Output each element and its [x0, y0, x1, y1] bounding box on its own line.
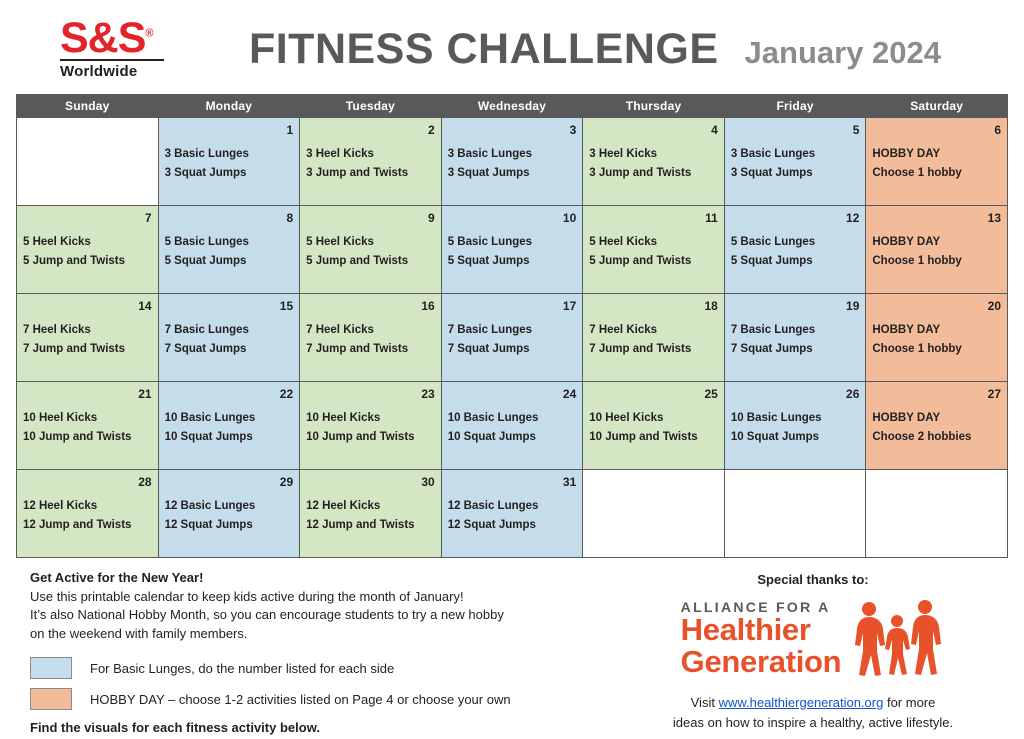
legend-item: [30, 688, 630, 710]
calendar-day-cell: [441, 382, 583, 470]
calendar-day-cell: [724, 206, 866, 294]
calendar-day-cell: [866, 206, 1008, 294]
title-block: [178, 25, 1002, 74]
day-number: 17: [562, 299, 577, 313]
footer-closing-note: Find the visuals for each fitness activity below.: [30, 720, 320, 736]
day-activity: 12 Squat Jumps: [164, 518, 253, 531]
day-activity: 5 Jump and Twists: [306, 254, 409, 267]
weekday-header-thursday: Thursday: [583, 95, 725, 118]
legend-label: For Basic Lunges, do the number listed for each side: [90, 660, 395, 676]
day-activity: 10 Heel Kicks: [23, 411, 98, 424]
day-activity: 10 Basic Lunges: [164, 411, 256, 424]
calendar-week-row: [17, 206, 1008, 294]
day-activity: 7 Jump and Twists: [589, 342, 692, 355]
calendar-day-cell: [441, 118, 583, 206]
healthier-generation-logo: [630, 593, 996, 685]
sponsor-note: [630, 693, 996, 732]
day-number: 5: [852, 123, 860, 137]
day-number: 26: [846, 387, 860, 401]
day-activity: HOBBY DAY: [872, 235, 941, 248]
day-activity: 5 Basic Lunges: [447, 235, 533, 248]
calendar-day-cell: [158, 470, 300, 558]
calendar-day-cell: [158, 294, 300, 382]
day-number: 8: [286, 211, 294, 225]
day-number: 28: [138, 475, 152, 489]
day-activity: HOBBY DAY: [872, 147, 941, 160]
calendar-week-row: [17, 294, 1008, 382]
calendar-day-cell: [724, 118, 866, 206]
weekday-header-monday: Monday: [158, 95, 300, 118]
day-activity: 5 Basic Lunges: [730, 235, 816, 248]
calendar-day-cell: [866, 118, 1008, 206]
day-activity: 3 Basic Lunges: [447, 147, 533, 160]
weekday-header-saturday: Saturday: [866, 95, 1008, 118]
page-header: [16, 10, 1008, 88]
day-activity: Choose 1 hobby: [872, 254, 962, 267]
footer-paragraph-line: It’s also National Hobby Month, so you can encourage students to try a new hobby: [30, 607, 504, 623]
day-activity: 12 Basic Lunges: [164, 499, 256, 512]
day-activity: 7 Heel Kicks: [589, 323, 658, 336]
calendar-day-cell: [724, 382, 866, 470]
calendar-day-cell: [441, 294, 583, 382]
footer-left: [30, 570, 630, 735]
calendar-day-cell: [866, 382, 1008, 470]
day-number: 29: [279, 475, 294, 489]
day-activity: HOBBY DAY: [872, 323, 941, 336]
day-activity: Choose 1 hobby: [872, 342, 962, 355]
sponsor-wordmark: [681, 600, 842, 677]
day-activity: 7 Basic Lunges: [447, 323, 533, 336]
day-activity: 5 Jump and Twists: [23, 254, 126, 267]
day-number: 25: [704, 387, 718, 401]
calendar-table: [16, 94, 1008, 558]
calendar-week-row: [17, 382, 1008, 470]
sponsor-note-suffix: for more: [883, 695, 936, 710]
day-activity: 7 Basic Lunges: [164, 323, 249, 336]
day-number: 23: [421, 387, 435, 401]
logo-mark-text: S&S: [60, 13, 146, 62]
calendar-empty-cell: [583, 470, 725, 558]
day-activity: 12 Heel Kicks: [306, 499, 381, 512]
healthier-generation-link[interactable]: www.healthiergeneration.org: [718, 695, 884, 710]
calendar-day-cell: [300, 206, 442, 294]
registered-mark: ®: [145, 27, 153, 40]
calendar-day-cell: [583, 382, 725, 470]
day-number: 3: [569, 123, 577, 137]
day-activity: 10 Squat Jumps: [447, 430, 536, 443]
day-number: 4: [711, 123, 718, 137]
page-title: FITNESS CHALLENGE: [248, 24, 719, 73]
weekday-header-friday: Friday: [724, 95, 866, 118]
footer-paragraph: [30, 588, 630, 643]
day-activity: 3 Heel Kicks: [306, 147, 374, 160]
weekday-header-sunday: Sunday: [17, 95, 159, 118]
sponsor-note-line2: ideas on how to inspire a healthy, active lifestyle.: [672, 714, 954, 730]
day-activity: Choose 1 hobby: [872, 166, 962, 179]
legend-swatch-peach: [30, 688, 72, 710]
calendar-day-cell: [300, 294, 442, 382]
day-activity: 7 Squat Jumps: [447, 342, 530, 355]
weekday-header-tuesday: Tuesday: [300, 95, 442, 118]
calendar-day-cell: [17, 382, 159, 470]
day-number: 20: [987, 299, 1001, 313]
calendar-day-cell: [583, 294, 725, 382]
day-activity: 7 Squat Jumps: [730, 342, 813, 355]
calendar-day-cell: [583, 206, 725, 294]
day-activity: 10 Jump and Twists: [306, 430, 415, 443]
day-activity: 7 Squat Jumps: [164, 342, 247, 355]
day-activity: 7 Jump and Twists: [306, 342, 409, 355]
day-activity: 10 Squat Jumps: [730, 430, 820, 443]
day-activity: 5 Heel Kicks: [589, 235, 658, 248]
day-activity: Choose 2 hobbies: [872, 430, 972, 443]
weekday-header-wednesday: Wednesday: [441, 95, 583, 118]
calendar-day-cell: [17, 294, 159, 382]
ss-worldwide-logo: [60, 13, 178, 81]
day-number: 18: [704, 299, 718, 313]
calendar-week-row: [17, 118, 1008, 206]
calendar-day-cell: [17, 470, 159, 558]
day-activity: 5 Squat Jumps: [730, 254, 813, 267]
calendar-day-cell: [724, 294, 866, 382]
calendar-header-row: [17, 95, 1008, 118]
calendar-day-cell: [300, 118, 442, 206]
day-activity: 5 Jump and Twists: [589, 254, 692, 267]
day-activity: HOBBY DAY: [872, 411, 941, 424]
footer-section: [16, 570, 1008, 735]
day-number: 1: [286, 123, 294, 137]
day-activity: 7 Basic Lunges: [730, 323, 816, 336]
day-number: 24: [562, 387, 577, 401]
day-activity: 5 Squat Jumps: [447, 254, 530, 267]
day-number: 15: [279, 299, 294, 313]
day-activity: 3 Squat Jumps: [730, 166, 813, 179]
day-activity: 3 Jump and Twists: [589, 166, 692, 179]
footer-paragraph-line: Use this printable calendar to keep kids active during the month of January!: [30, 589, 464, 604]
sponsor-line-1: ALLIANCE FOR A: [680, 599, 831, 616]
legend: [30, 657, 630, 710]
footer-heading: Get Active for the New Year!: [30, 570, 204, 585]
day-activity: 3 Jump and Twists: [306, 166, 409, 179]
calendar-day-cell: [158, 206, 300, 294]
day-activity: 12 Heel Kicks: [23, 499, 98, 512]
day-activity: 10 Squat Jumps: [164, 430, 253, 443]
day-activity: 3 Squat Jumps: [164, 166, 247, 179]
day-number: 19: [846, 299, 860, 313]
legend-label: HOBBY DAY – choose 1-2 activities listed on Page 4 or choose your own: [90, 691, 511, 707]
day-number: 31: [562, 475, 577, 489]
day-activity: 5 Heel Kicks: [306, 235, 374, 248]
day-number: 7: [144, 211, 152, 225]
day-activity: 3 Squat Jumps: [447, 166, 530, 179]
day-activity: 5 Squat Jumps: [164, 254, 247, 267]
day-activity: 12 Basic Lunges: [447, 499, 539, 512]
day-activity: 7 Jump and Twists: [23, 342, 126, 355]
day-activity: 5 Heel Kicks: [23, 235, 91, 248]
day-number: 16: [421, 299, 435, 313]
day-number: 14: [138, 299, 152, 313]
day-activity: 3 Heel Kicks: [589, 147, 658, 160]
day-number: 9: [428, 211, 435, 225]
calendar-day-cell: [300, 382, 442, 470]
month-label: January 2024: [744, 34, 942, 70]
day-activity: 12 Jump and Twists: [23, 518, 132, 531]
day-number: 11: [705, 211, 718, 225]
day-number: 21: [138, 387, 152, 401]
day-activity: 10 Jump and Twists: [589, 430, 698, 443]
calendar-empty-cell: [724, 470, 866, 558]
day-number: 27: [987, 387, 1001, 401]
sponsor-thanks-label: Special thanks to:: [757, 572, 869, 587]
logo-wordmark: Worldwide: [60, 63, 138, 81]
day-activity: 7 Heel Kicks: [23, 323, 91, 336]
day-activity: 5 Basic Lunges: [164, 235, 249, 248]
calendar-day-cell: [583, 118, 725, 206]
sponsor-line-3: Generation: [680, 644, 842, 679]
calendar-empty-cell: [17, 118, 159, 206]
day-number: 12: [846, 211, 860, 225]
day-activity: 12 Jump and Twists: [306, 518, 415, 531]
calendar-day-cell: [441, 206, 583, 294]
calendar-week-row: [17, 470, 1008, 558]
day-number: 22: [279, 387, 294, 401]
legend-swatch-blue: [30, 657, 72, 679]
day-number: 30: [421, 475, 435, 489]
running-figures-icon: [849, 599, 945, 679]
footer-right: [630, 570, 996, 735]
calendar-body: [17, 118, 1008, 558]
day-activity: 10 Heel Kicks: [306, 411, 381, 424]
day-number: 10: [562, 211, 577, 225]
calendar-day-cell: [17, 206, 159, 294]
day-activity: 10 Jump and Twists: [23, 430, 132, 443]
sponsor-note-prefix: Visit: [690, 695, 719, 710]
day-number: 6: [994, 123, 1001, 137]
day-number: 13: [987, 211, 1001, 225]
legend-item: [30, 657, 630, 679]
day-activity: 12 Squat Jumps: [447, 518, 536, 531]
logo-mark: [60, 13, 153, 62]
day-activity: 10 Basic Lunges: [447, 411, 539, 424]
day-activity: 3 Basic Lunges: [730, 147, 816, 160]
footer-paragraph-line: on the weekend with family members.: [30, 625, 248, 641]
day-activity: 3 Basic Lunges: [164, 147, 249, 160]
calendar-day-cell: [158, 382, 300, 470]
calendar-day-cell: [300, 470, 442, 558]
day-activity: 7 Heel Kicks: [306, 323, 374, 336]
sponsor-line-2: Healthier: [680, 612, 811, 648]
calendar-day-cell: [441, 470, 583, 558]
calendar-day-cell: [158, 118, 300, 206]
day-number: 2: [428, 123, 435, 137]
day-activity: 10 Heel Kicks: [589, 411, 664, 424]
day-activity: 10 Basic Lunges: [730, 411, 822, 424]
calendar-day-cell: [866, 294, 1008, 382]
calendar-empty-cell: [866, 470, 1008, 558]
